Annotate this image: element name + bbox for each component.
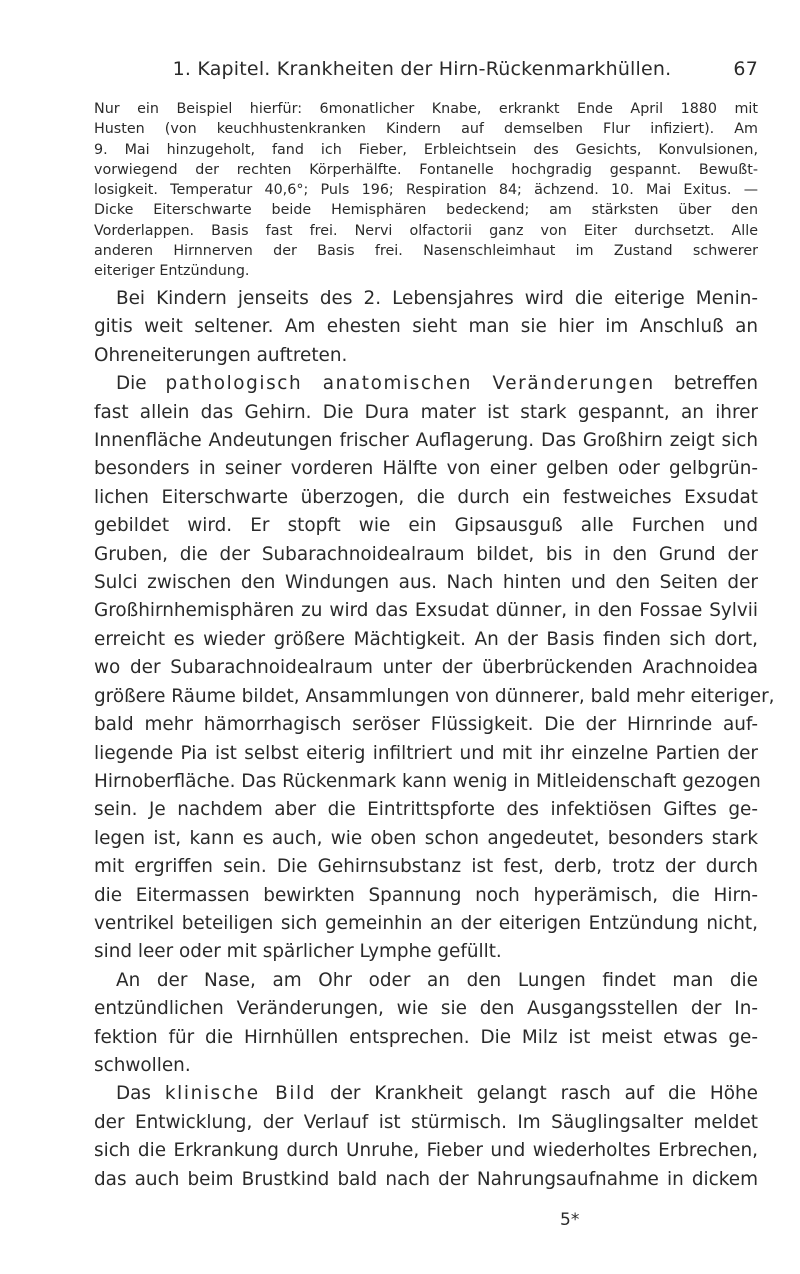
body-text-segment: der Krankheit gelangt rasch auf die Höhe [329,1083,758,1105]
body-text-segment: Die [116,373,147,395]
page-number: 67 [733,58,758,80]
body-line: Gruben, die der Subarachnoidealraum bildet, bis in den Grund der [94,543,758,565]
case-line: Nur ein Beispiel hierfür: 6monatlicher Knabe, erkrankt Ende April 1880 mit [94,101,758,117]
case-line: Husten (von keuchhustenkranken Kindern auf demselben Flur infiziert). Am [94,121,758,138]
case-line: losigkeit. Temperatur 40,6°; Puls 196; Respiration 84; ächzend. 10. Mai Exitus. — [94,182,758,199]
body-line: Bei Kindern jenseits des 2. Lebensjahres wird die eiterige Menin- [116,288,758,309]
case-line: 9. Mai hinzugeholt, fand ich Fieber, Erbleichtsein des Gesichts, Konvulsionen, [94,141,758,158]
body-line [94,1080,758,1108]
body-line: sich die Erkrankung durch Unruhe, Fieber und wiederholtes Erbrechen, [94,1140,758,1162]
body-line: entzündlichen Veränderungen, wie sie den Ausgangsstellen der In- [94,998,758,1020]
body-line: Hirnoberfläche. Das Rückenmark kann wenig in Mitleidenschaft gezogen [94,770,761,792]
body-line: sein. Je nachdem aber die Eintrittspforte des infektiösen Giftes ge- [94,799,758,821]
case-line: vorwiegend der rechten Körperhälfte. Fontanelle hochgradig gespannt. Bewußt- [94,161,758,178]
body-text [94,285,775,1194]
body-line: fektion für die Hirnhüllen entsprechen. Die Milz ist meist etwas ge- [94,1026,758,1048]
body-line: die Eitermassen bewirkten Spannung noch hyperämisch, die Hirn- [94,884,758,906]
body-line: liegende Pia ist selbst eiterig infiltriert und mit ihr einzelne Partien der [94,742,758,764]
body-line: sind leer oder mit spärlicher Lymphe gefüllt. [94,941,502,963]
body-line: besonders in seiner vorderen Hälfte von einer gelben oder gelbgrün- [94,458,758,480]
body-line: gitis weit seltener. Am ehesten sieht man sie hier im Anschluß an [94,316,758,338]
body-line: Sulci zwischen den Windungen aus. Nach hinten und den Seiten der [94,572,758,594]
body-line: An der Nase, am Ohr oder an den Lungen findet man die [116,969,758,991]
body-line: lichen Eiterschwarte überzogen, die durch ein festweiches Exsudat [94,486,758,508]
body-line: der Entwicklung, der Verlauf ist stürmisch. Im Säuglingsalter meldet [94,1111,758,1133]
body-line: schwollen. [94,1054,191,1076]
body-line: Großhirnhemisphären zu wird das Exsudat dünner, in den Fossae Sylvii [94,600,758,622]
body-line: gebildet wird. Er stopft wie ein Gipsausguß alle Furchen und [94,515,758,537]
body-text-segment: betreffen [673,373,758,395]
emphasized-term: klinische Bild [164,1083,317,1105]
body-line: ventrikel beteiligen sich gemeinhin an der eiterigen Entzündung nicht, [94,912,758,934]
body-line: fast allein das Gehirn. Die Dura mater ist stark gespannt, an ihrer [94,401,758,423]
case-line: eiteriger Entzündung. [94,263,250,280]
case-line: Vorderlappen. Basis fast frei. Nervi olfactorii ganz von Eiter durchsetzt. Alle [94,222,758,239]
body-line: bald mehr hämorrhagisch seröser Flüssigkeit. Die der Hirnrinde auf- [94,714,758,736]
body-line: größere Räume bildet, Ansammlungen von dünnerer, bald mehr eiteriger, [94,685,775,707]
body-line [94,370,758,398]
body-line: Ohreneiterungen auftreten. [94,344,348,366]
body-line: mit ergriffen sein. Die Gehirnsubstanz ist fest, derb, trotz der durch [94,856,758,878]
case-report [94,99,758,282]
chapter-title: 1. Kapitel. Krankheiten der Hirn-Rückenmarkhüllen. [172,58,672,80]
signature-mark: 5* [560,1210,580,1230]
body-line: legen ist, kann es auch, wie oben schon angedeutet, besonders stark [94,827,758,849]
body-line: das auch beim Brustkind bald nach der Nahrungsaufnahme in dickem [94,1168,758,1190]
body-line: wo der Subarachnoidealraum unter der überbrückenden Arachnoidea [94,657,758,679]
running-header [86,58,758,88]
body-text-segment: Das [116,1083,152,1105]
emphasized-term: pathologisch anatomischen Veränderungen [165,373,655,395]
body-line: erreicht es wieder größere Mächtigkeit. An der Basis finden sich dort, [94,628,758,650]
case-line: Dicke Eiterschwarte beide Hemisphären bedeckend; am stärksten über den [94,202,758,219]
body-line: Innenfläche Andeutungen frischer Auflagerung. Das Großhirn zeigt sich [94,430,758,452]
case-line: anderen Hirnnerven der Basis frei. Nasenschleimhaut im Zustand schwerer [94,243,758,260]
